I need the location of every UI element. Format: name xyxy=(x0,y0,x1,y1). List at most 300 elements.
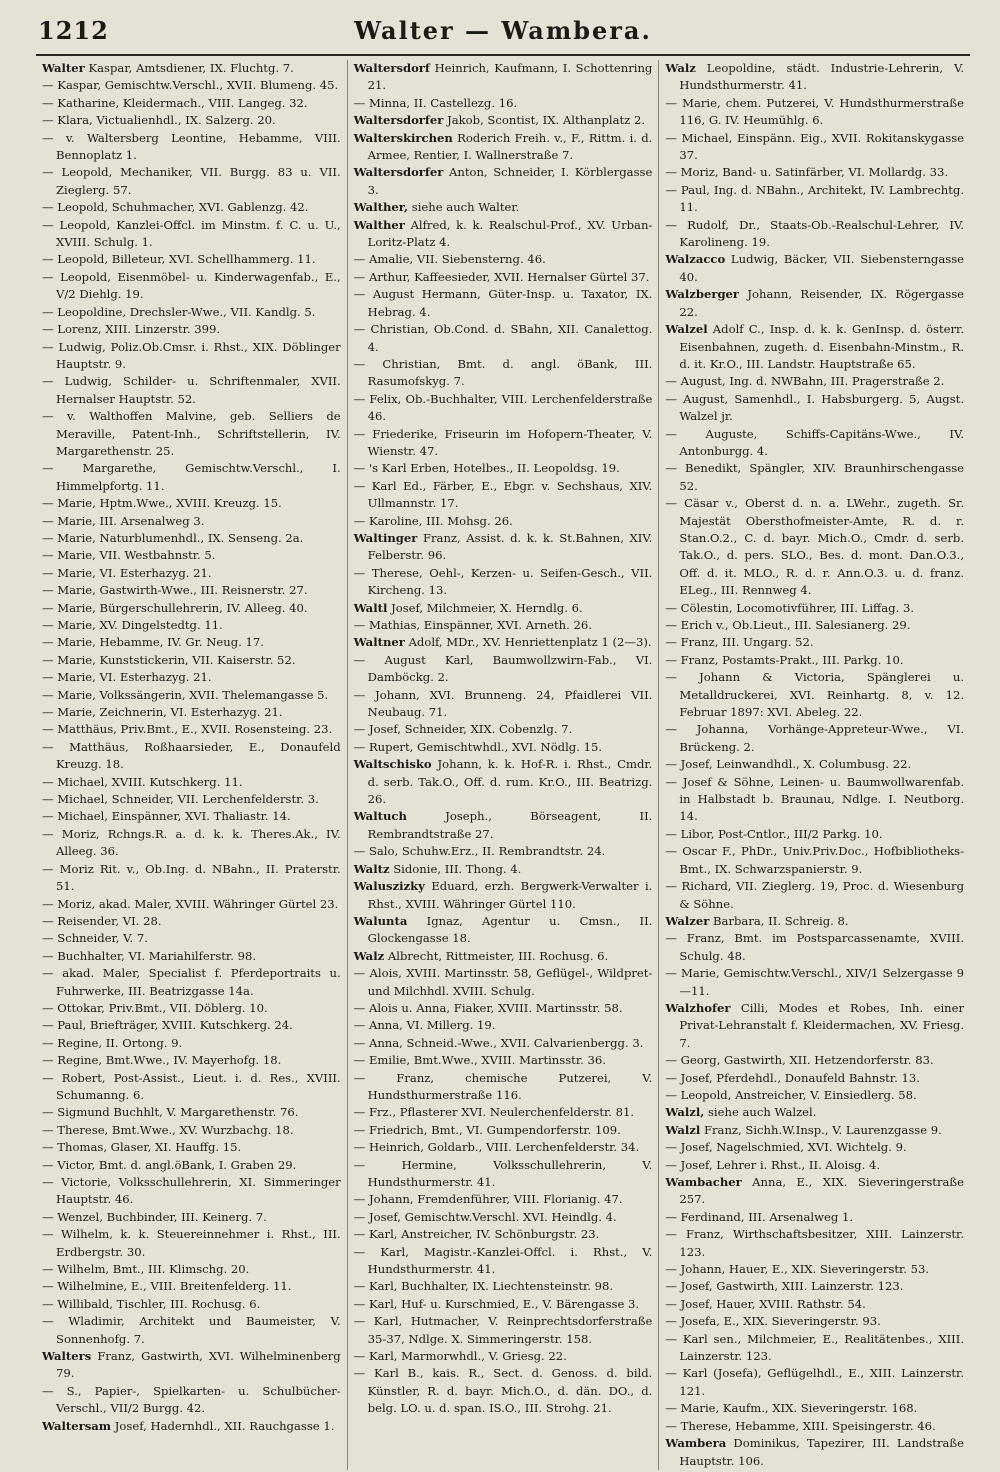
entry-surname: Walzacco xyxy=(665,252,726,267)
entry-details: — Frz., Pflasterer XVI. Neulerchenfelderstr. 81. xyxy=(353,1105,635,1120)
entry-details: — Robert, Post-Assist., Lieut. i. d. Res., XVIII. Schumanng. 6. xyxy=(42,1070,341,1102)
entry-details: — Christian, Bmt. d. angl. öBank, III. Rasumofskyg. 7. xyxy=(353,356,653,389)
directory-entry xyxy=(42,1296,341,1313)
entry-details: — Felix, Ob.-Buchhalter, VIII. Lerchenfelderstraße 46. xyxy=(353,391,653,424)
directory-entry xyxy=(42,1052,341,1069)
entry-details: — Lorenz, XIII. Linzerstr. 399. xyxy=(42,322,221,337)
entry-details: — Johann & Victoria, Spänglerei u. Metalldruckerei, XVI. Reinhartg. 8, v. 12. Februar 1897: XVI. Abeleg. 22. xyxy=(665,670,965,720)
entry-details: — Wladimir, Architekt und Baumeister, V. Sonnenhofg. 7. xyxy=(42,1314,341,1346)
entry-details: Roderich Freih. v., F., Rittm. i. d. Armee, Rentier, I. Wallnerstraße 7. xyxy=(367,130,653,163)
entry-details: Anna, E., XIX. Sieveringerstraße 257. xyxy=(679,1175,965,1207)
directory-entry xyxy=(354,286,653,321)
entry-details: — Michael, Schneider, VII. Lerchenfelderstr. 3. xyxy=(42,792,319,807)
directory-entry xyxy=(42,77,341,94)
entry-details: — Paul, Briefträger, XVIII. Kutschkerg. 24. xyxy=(42,1018,293,1033)
directory-entry xyxy=(354,130,653,165)
directory-entry xyxy=(354,1157,653,1192)
entry-details: — Marie, chem. Putzerei, V. Hundsthurmerstraße 116, G. IV. Heumühlg. 6. xyxy=(665,95,965,128)
entry-details: — Paul, Ing. d. NBahn., Architekt, IV. Lambrechtg. 11. xyxy=(665,182,965,215)
entry-details: — Richard, VII. Zieglerg. 19, Proc. d. Wiesenburg & Söhne. xyxy=(665,879,965,911)
directory-entry xyxy=(665,1052,964,1069)
entry-surname: Walterskirchen xyxy=(353,130,453,145)
entry-details: — Johann, Fremdenführer, VIII. Florianig. 47. xyxy=(353,1192,623,1207)
directory-entry xyxy=(665,878,964,913)
directory-entry xyxy=(354,1035,653,1052)
directory-entry xyxy=(665,617,964,634)
entry-details: — Margarethe, Gemischtw.Verschl., I. Himmelpfortg. 11. xyxy=(42,461,341,493)
entry-details: — Josef, Hauer, XVIII. Rathstr. 54. xyxy=(665,1296,866,1311)
entry-details: — Willibald, Tischler, III. Rochusg. 6. xyxy=(42,1296,261,1311)
directory-entry xyxy=(354,460,653,477)
directory-entry xyxy=(665,60,964,95)
entry-details: — Marie, VI. Esterhazyg. 21. xyxy=(42,565,212,580)
directory-entry xyxy=(665,1139,964,1156)
entry-details: — Amalie, VII. Siebensterng. 46. xyxy=(353,252,546,267)
directory-entry xyxy=(665,1278,964,1295)
entry-details: Franz, Gastwirth, XVI. Wilhelminenberg 79. xyxy=(56,1349,341,1381)
directory-entry xyxy=(42,60,341,77)
directory-entry xyxy=(42,965,341,1000)
entry-details: — Marie, XV. Dingelstedtg. 11. xyxy=(42,618,223,632)
directory-entry xyxy=(42,495,341,512)
directory-entry xyxy=(42,721,341,738)
entry-details: — Josef, Pferdehdl., Donaufeld Bahnstr. 13. xyxy=(665,1070,920,1085)
entry-details: — Josef, Nagelschmied, XVI. Wichtelg. 9. xyxy=(665,1140,907,1155)
directory-entry xyxy=(665,913,964,930)
entry-surname: Walz xyxy=(665,61,696,75)
directory-entry xyxy=(354,965,653,1000)
entry-details: — Moriz, akad. Maler, XVIII. Währinger Gürtel 23. xyxy=(42,896,339,911)
entry-surname: Waltl xyxy=(353,600,388,615)
directory-entry xyxy=(665,1226,964,1261)
directory-entry xyxy=(354,1244,653,1279)
directory-entry xyxy=(354,1348,653,1365)
page-title: Walter — Wambera. xyxy=(354,16,652,45)
directory-entry xyxy=(665,1122,964,1139)
directory-entry xyxy=(665,1365,964,1400)
directory-entry xyxy=(42,547,341,564)
entry-details: — Marie, Kunststickerin, VII. Kaiserstr. 52. xyxy=(42,652,296,667)
entry-details: — Hermine, Volksschullehrerin, V. Hundsthurmerstr. 41. xyxy=(353,1157,653,1189)
directory-entry xyxy=(354,321,653,356)
entry-surname: Waltersdorf xyxy=(353,61,430,75)
directory-entry xyxy=(665,930,964,965)
directory-entry xyxy=(354,1209,653,1226)
entry-details: — Wilhelm, Bmt., III. Klimschg. 20. xyxy=(42,1262,250,1277)
entry-details: — Victor, Bmt. d. angl.öBank, I. Graben 29. xyxy=(42,1157,297,1172)
directory-entry xyxy=(354,199,653,216)
entry-details: — Victorie, Volksschullehrerin, XI. Simmeringer Hauptstr. 46. xyxy=(42,1175,341,1207)
entry-details: Adolf C., Insp. d. k. k. GenInsp. d. österr. Eisenbahnen, zugeth. d. Eisenbahn-Minstm., R. d. it. Kr.O., III. Landstr. Hauptstraße 65. xyxy=(679,322,965,371)
entry-details: — Friedrich, Bmt., VI. Gumpendorferstr. 109. xyxy=(353,1122,621,1137)
directory-entry xyxy=(354,687,653,722)
entry-details: — August, Ing. d. NWBahn, III. Pragerstraße 2. xyxy=(665,374,945,389)
entry-details: — Ferdinand, III. Arsenalweg 1. xyxy=(665,1209,854,1224)
page-header xyxy=(36,14,970,56)
entry-details: — Buchhalter, VI. Mariahilferstr. 98. xyxy=(42,948,257,963)
entry-details: — Wilhelmine, E., VIII. Breitenfelderg. 11. xyxy=(42,1279,292,1294)
entry-details: — Ludwig, Schilder- u. Schriftenmaler, XVII. Hernalser Hauptstr. 52. xyxy=(42,374,341,406)
entry-details: — Josef, Schneider, XIX. Cobenzlg. 7. xyxy=(353,722,573,737)
directory-entry xyxy=(665,634,964,651)
entry-details: — Benedikt, Spängler, XIV. Braunhirschengasse 52. xyxy=(665,461,965,493)
entry-surname: Wambacher xyxy=(665,1175,742,1189)
entry-details: — Leopold, Mechaniker, VII. Burgg. 83 u. VII. Zieglerg. 57. xyxy=(42,165,341,197)
directory-entry xyxy=(665,774,964,826)
directory-entry xyxy=(354,426,653,461)
directory-entry xyxy=(665,321,964,373)
directory-entry xyxy=(42,1035,341,1052)
entry-details: — Arthur, Kaffeesieder, XVII. Hernalser Gürtel 37. xyxy=(353,269,650,284)
entry-details: Albrecht, Rittmeister, III. Rochusg. 6. xyxy=(387,948,609,963)
directory-entry xyxy=(665,721,964,756)
entry-details: — Marie, VII. Westbahnstr. 5. xyxy=(42,548,216,563)
entry-details: — Leopold, Kanzlei-Offcl. im Minstm. f. C. u. U., XVIII. Schulg. 1. xyxy=(42,217,341,250)
entry-surname: Wambera xyxy=(665,1436,727,1451)
entry-surname: Walters xyxy=(42,1349,92,1364)
directory-entry xyxy=(665,164,964,181)
entry-details: Leopoldine, städt. Industrie-Lehrerin, V. Hundsthurmerstr. 41. xyxy=(679,61,965,93)
entry-details: Johann, k. k. Hof-R. i. Rhst., Cmdr. d. serb. Tak.O., Off. d. rum. Kr.O., III. Beatrizg. 26. xyxy=(367,757,653,807)
entry-details: — Minna, II. Castellezg. 16. xyxy=(353,95,518,110)
directory-entry xyxy=(354,808,653,843)
entry-details: — Matthäus, Priv.Bmt., E., XVII. Rosensteing. 23. xyxy=(42,722,333,737)
entry-details: — Georg, Gastwirth, XII. Hetzendorferstr. 83. xyxy=(665,1053,934,1068)
entry-details: — Salo, Schuhw.Erz., II. Rembrandtstr. 24. xyxy=(353,844,606,859)
directory-entry xyxy=(665,1157,964,1174)
directory-entry xyxy=(354,164,653,199)
directory-entry xyxy=(42,1348,341,1383)
directory-entry xyxy=(665,1313,964,1330)
directory-entry xyxy=(665,182,964,217)
entry-details: Cilli, Modes et Robes, Inh. einer Privat-Lehranstalt f. Kleidermachen, XV. Friesg. 7. xyxy=(679,1000,965,1050)
directory-entry xyxy=(665,756,964,773)
directory-entry xyxy=(665,826,964,843)
entry-details: siehe auch Walzel. xyxy=(707,1105,817,1120)
entry-details: Dominikus, Tapezirer, III. Landstraße Hauptstr. 106. xyxy=(679,1436,965,1468)
entry-details: — August Hermann, Güter-Insp. u. Taxator, IX. Hebrag. 4. xyxy=(353,287,653,319)
entry-details: — Therese, Bmt.Wwe., XV. Wurzbachg. 18. xyxy=(42,1122,294,1137)
directory-entry xyxy=(42,199,341,216)
entry-details: Anton, Schneider, I. Körblergasse 3. xyxy=(367,165,653,197)
entry-surname: Waltinger xyxy=(353,530,418,545)
entry-details: Eduard, erzh. Bergwerk-Verwalter i. Rhst., XVIII. Währinger Gürtel 110. xyxy=(367,879,653,911)
entry-details: — Josef, Leinwandhdl., X. Columbusg. 22. xyxy=(665,757,912,772)
directory-entry xyxy=(354,95,653,112)
entry-details: — Ottokar, Priv.Bmt., VII. Döblerg. 10. xyxy=(42,1000,268,1015)
entry-details: — Leopoldine, Drechsler-Wwe., VII. Kandlg. 5. xyxy=(42,304,316,319)
entry-details: — Regine, Bmt.Wwe., IV. Mayerhofg. 18. xyxy=(42,1053,282,1068)
directory-entry xyxy=(665,1296,964,1313)
column-middle xyxy=(347,60,659,1470)
directory-entry xyxy=(354,721,653,738)
directory-entry xyxy=(665,1070,964,1087)
directory-entry xyxy=(665,373,964,390)
directory-entry xyxy=(42,582,341,599)
directory-entry xyxy=(42,913,341,930)
directory-entry xyxy=(42,1104,341,1121)
entry-details: — Cölestin, Locomotivführer, III. Liffag. 3. xyxy=(665,600,915,615)
directory-entry xyxy=(354,1278,653,1295)
directory-entry xyxy=(665,495,964,599)
directory-entry xyxy=(354,217,653,252)
entry-details: — Leopold, Eisenmöbel- u. Kinderwagenfab., E., V/2 Diehlg. 19. xyxy=(42,269,341,302)
directory-entry xyxy=(354,513,653,530)
entry-details: — Karoline, III. Mohsg. 26. xyxy=(353,513,513,528)
entry-details: — Karl, Anstreicher, IV. Schönburgstr. 23. xyxy=(353,1227,600,1242)
entry-details: — Oscar F., PhDr., Univ.Priv.Doc., Hofbibliotheks-Bmt., IX. Schwarzspanierstr. 9. xyxy=(665,844,965,876)
directory-entry xyxy=(42,408,341,460)
directory-entry xyxy=(42,1174,341,1209)
directory-entry xyxy=(354,617,653,634)
directory-entry xyxy=(354,1191,653,1208)
directory-entry xyxy=(665,843,964,878)
entry-details: — August Karl, Baumwollzwirn-Fab., VI. Damböckg. 2. xyxy=(353,652,653,685)
entry-details: — v. Walthoffen Malvine, geb. Selliers de Meraville, Patent-Inh., Schriftstellerin, IV. Margarethenstr. 25. xyxy=(42,409,341,458)
directory-entry xyxy=(665,1209,964,1226)
directory-entry xyxy=(665,391,964,426)
directory-entry xyxy=(354,530,653,565)
entry-details: Josef, Hadernhdl., XII. Rauchgasse 1. xyxy=(114,1418,335,1433)
directory-entry xyxy=(665,251,964,286)
directory-entry xyxy=(42,130,341,165)
entry-details: — Regine, II. Ortong. 9. xyxy=(42,1035,183,1050)
directory-entry xyxy=(42,269,341,304)
entry-surname: Walther, xyxy=(353,200,409,215)
directory-entry xyxy=(665,130,964,165)
entry-surname: Waltner xyxy=(353,635,405,650)
entry-details: Sidonie, III. Thong. 4. xyxy=(393,861,522,876)
entry-details: — Friederike, Friseurin im Hofopern-Theater, V. Wienstr. 47. xyxy=(353,426,653,458)
directory-entry xyxy=(354,251,653,268)
directory-entry xyxy=(665,1104,964,1121)
entry-details: — Ludwig, Poliz.Ob.Cmsr. i. Rhst., XIX. Döblinger Hauptstr. 9. xyxy=(42,339,341,371)
entry-details: — Klara, Victualienhdl., IX. Salzerg. 20. xyxy=(42,113,276,128)
entry-details: — Johanna, Vorhänge-Appreteur-Wwe., VI. Brückeng. 2. xyxy=(665,722,965,754)
directory-entry xyxy=(665,426,964,461)
entry-details: siehe auch Walter. xyxy=(411,200,520,215)
entry-details: — Marie, VI. Esterhazyg. 21. xyxy=(42,670,212,685)
entry-details: — Karl, Huf- u. Kurschmied, E., V. Bärengasse 3. xyxy=(353,1296,640,1311)
entry-surname: Waltuch xyxy=(353,809,407,824)
entry-details: — v. Waltersberg Leontine, Hebamme, VIII. Bennoplatz 1. xyxy=(42,130,341,163)
entry-details: Ludwig, Bäcker, VII. Siebensterngasse 40. xyxy=(679,252,965,284)
directory-columns xyxy=(36,60,970,1470)
entry-details: Johann, Reisender, IX. Rögergasse 22. xyxy=(679,287,965,319)
entry-details: — Christian, Ob.Cond. d. SBahn, XII. Canalettog. 4. xyxy=(353,322,653,354)
directory-entry xyxy=(354,356,653,391)
directory-entry xyxy=(42,634,341,651)
entry-details: — Sigmund Buchhlt, V. Margarethenstr. 76. xyxy=(42,1105,299,1120)
directory-entry xyxy=(42,217,341,252)
entry-details: — Karl, Buchhalter, IX. Liechtensteinstr. 98. xyxy=(353,1279,614,1294)
entry-details: — Karl B., kais. R., Sect. d. Genoss. d. bild. Künstler, R. d. bayr. Mich.O., d. dän. DO., d. belg. LO. u. d. span. IS.O., III. Strohg. 21. xyxy=(353,1366,653,1416)
directory-entry xyxy=(42,373,341,408)
directory-entry xyxy=(665,217,964,252)
entry-details: — Therese, Hebamme, XIII. Speisingerstr. 46. xyxy=(665,1418,936,1433)
entry-details: — Moriz Rit. v., Ob.Ing. d. NBahn., II. Praterstr. 51. xyxy=(42,861,341,894)
entry-details: — Josefa, E., XIX. Sieveringerstr. 93. xyxy=(665,1314,881,1329)
entry-details: — Marie, Naturblumenhdl., IX. Senseng. 2a. xyxy=(42,530,304,545)
entry-details: Josef, Milchmeier, X. Herndlg. 6. xyxy=(391,600,583,615)
entry-details: — Franz, chemische Putzerei, V. Hundsthurmerstraße 116. xyxy=(353,1070,653,1102)
directory-entry xyxy=(42,530,341,547)
entry-surname: Walther xyxy=(353,217,405,232)
entry-details: — Josef, Gemischtw.Verschl. XVI. Heindlg. 4. xyxy=(353,1209,617,1224)
entry-surname: Waluszizky xyxy=(353,879,425,894)
entry-details: Heinrich, Kaufmann, I. Schottenring 21. xyxy=(367,61,653,93)
entry-details: Alfred, k. k. Realschul-Prof., XV. Urban-Loritz-Platz 4. xyxy=(367,217,653,250)
entry-details: Jakob, Scontist, IX. Althanplatz 2. xyxy=(447,113,646,128)
column-right xyxy=(658,60,970,1470)
entry-surname: Waltersdorfer xyxy=(353,165,444,180)
entry-details: — Marie, Hptm.Wwe., XVIII. Kreuzg. 15. xyxy=(42,496,282,511)
directory-entry xyxy=(354,269,653,286)
directory-entry xyxy=(665,460,964,495)
directory-entry xyxy=(42,513,341,530)
directory-entry xyxy=(354,1365,653,1417)
directory-entry xyxy=(665,1435,964,1470)
entry-details: — Matthäus, Roßhaarsieder, E., Donaufeld Kreuzg. 18. xyxy=(42,739,341,772)
entry-surname: Walz xyxy=(353,948,385,963)
directory-entry xyxy=(42,1383,341,1418)
entry-details: — Franz, III. Ungarg. 52. xyxy=(665,635,814,650)
directory-entry xyxy=(665,95,964,130)
entry-details: Kaspar, Amtsdiener, IX. Fluchtg. 7. xyxy=(88,61,294,75)
directory-entry xyxy=(354,1313,653,1348)
directory-entry xyxy=(665,1087,964,1104)
entry-details: — Cäsar v., Oberst d. n. a. LWehr., zugeth. Sr. Majestät Obersthofmeister-Amte, R. d. r. Stan.O.2., C. d. bayr. Mich.O., Cmdr. d. serb. Tak.O., d. pers. SLO., Bes. d. mont. Dan.O.3., Off. d. it. MLO., R. d. r. Ann.O.3. u. d. franz. ELeg., III. Rennweg 4. xyxy=(665,496,965,598)
directory-entry xyxy=(42,339,341,374)
directory-entry xyxy=(354,652,653,687)
directory-entry xyxy=(42,1209,341,1226)
entry-details: — Alois u. Anna, Fiaker, XVIII. Martinsstr. 58. xyxy=(353,1000,623,1015)
entry-details: — Heinrich, Goldarb., VIII. Lerchenfelderstr. 34. xyxy=(353,1140,640,1155)
directory-entry xyxy=(354,1226,653,1243)
directory-entry xyxy=(42,791,341,808)
directory-entry xyxy=(665,1174,964,1209)
directory-entry xyxy=(665,1331,964,1366)
directory-entry xyxy=(42,861,341,896)
directory-entry xyxy=(42,1418,341,1435)
directory-entry xyxy=(354,1070,653,1105)
directory-entry xyxy=(42,460,341,495)
entry-details: — Josef, Gastwirth, XIII. Lainzerstr. 123. xyxy=(665,1279,904,1294)
entry-details: — Karl sen., Milchmeier, E., Realitätenbes., XIII. Lainzerstr. 123. xyxy=(665,1331,965,1364)
directory-entry xyxy=(42,95,341,112)
directory-entry xyxy=(354,565,653,600)
entry-details: — Mathias, Einspänner, XVI. Arneth. 26. xyxy=(353,618,592,632)
entry-details: — Marie, Bürgerschullehrerin, IV. Alleeg. 40. xyxy=(42,600,308,615)
entry-details: — Erich v., Ob.Lieut., III. Salesianerg. 29. xyxy=(665,618,911,632)
entry-details: — Marie, III. Arsenalweg 3. xyxy=(42,513,205,528)
directory-entry xyxy=(354,60,653,95)
entry-details: — Josef, Lehrer i. Rhst., II. Aloisg. 4. xyxy=(665,1157,881,1172)
entry-details: — Michael, XVIII. Kutschkerg. 11. xyxy=(42,774,243,789)
entry-details: — Moriz, Rchngs.R. a. d. k. k. Theres.Ak., IV. Alleeg. 36. xyxy=(42,826,341,859)
directory-entry xyxy=(354,112,653,129)
directory-entry xyxy=(665,965,964,1000)
entry-details: — Kaspar, Gemischtw.Verschl., XVII. Blumeng. 45. xyxy=(42,78,339,93)
entry-details: — Franz, Bmt. im Postsparcassenamte, XVIII. Schulg. 48. xyxy=(665,931,965,963)
directory-entry xyxy=(42,896,341,913)
directory-entry xyxy=(354,878,653,913)
directory-entry xyxy=(42,1226,341,1261)
directory-entry xyxy=(42,739,341,774)
directory-entry xyxy=(354,756,653,808)
directory-entry xyxy=(42,774,341,791)
entry-details: — Josef & Söhne, Leinen- u. Baumwollwarenfab. in Halbstadt b. Braunau, Ndlge. I. Neutborg. 14. xyxy=(665,774,965,824)
directory-entry xyxy=(665,652,964,669)
directory-entry xyxy=(354,600,653,617)
directory-entry xyxy=(354,1296,653,1313)
directory-entry xyxy=(665,1261,964,1278)
entry-details: — Karl, Magistr.-Kanzlei-Offcl. i. Rhst., V. Hundsthurmerstr. 41. xyxy=(353,1244,653,1277)
entry-surname: Walter xyxy=(42,61,85,75)
entry-surname: Walzl xyxy=(665,1122,701,1137)
entry-details: — Karl (Josefa), Geflügelhdl., E., XIII. Lainzerstr. 121. xyxy=(665,1366,965,1398)
directory-entry xyxy=(42,1139,341,1156)
entry-surname: Waltersdorfer xyxy=(353,113,444,128)
directory-entry xyxy=(665,1000,964,1052)
entry-details: Barbara, II. Schreig. 8. xyxy=(713,913,849,928)
entry-surname: Walunta xyxy=(353,913,408,928)
entry-details: — Karl, Hutmacher, V. Reinprechtsdorferstraße 35-37, Ndlge. X. Simmeringerstr. 158. xyxy=(353,1314,653,1346)
entry-details: Ignaz, Agentur u. Cmsn., II. Glockengasse 18. xyxy=(367,913,653,946)
entry-details: — Wenzel, Buchbinder, III. Keinerg. 7. xyxy=(42,1209,267,1224)
directory-entry xyxy=(42,930,341,947)
entry-surname: Walzberger xyxy=(665,287,740,302)
directory-entry xyxy=(665,1418,964,1435)
entry-surname: Walzhofer xyxy=(665,1000,731,1015)
directory-entry xyxy=(354,1104,653,1121)
directory-entry xyxy=(354,739,653,756)
directory-entry xyxy=(42,1278,341,1295)
entry-details: Joseph., Börseagent, II. Rembrandtstraße 27. xyxy=(367,809,653,841)
directory-entry xyxy=(42,1157,341,1174)
entry-details: — Katharine, Kleidermach., VIII. Langeg. 32. xyxy=(42,95,308,110)
directory-entry xyxy=(42,600,341,617)
directory-entry xyxy=(42,808,341,825)
entry-details: Franz, Assist. d. k. k. St.Bahnen, XIV. Felberstr. 96. xyxy=(367,530,653,563)
directory-entry xyxy=(42,1070,341,1105)
column-left xyxy=(36,60,347,1470)
entry-details: — S., Papier-, Spielkarten- u. Schulbücher-Verschl., VII/2 Burgg. 42. xyxy=(42,1383,341,1416)
directory-entry xyxy=(42,251,341,268)
entry-details: — Anna, VI. Millerg. 19. xyxy=(353,1018,496,1033)
directory-entry xyxy=(42,321,341,338)
entry-details: — August, Samenhdl., I. Habsburgerg. 5, Augst. Walzel jr. xyxy=(665,391,965,424)
directory-entry xyxy=(42,826,341,861)
directory-entry xyxy=(42,617,341,634)
entry-surname: Walzl, xyxy=(665,1105,705,1120)
entry-details: — Marie, Gemischtw.Verschl., XIV/1 Selzergasse 9—11. xyxy=(665,966,965,998)
directory-entry xyxy=(354,861,653,878)
entry-surname: Waltz xyxy=(353,861,390,876)
entry-surname: Waltersam xyxy=(42,1418,112,1433)
directory-entry xyxy=(665,1400,964,1417)
entry-details: — Marie, Gastwirth-Wwe., III. Reisnerstr. 27. xyxy=(42,583,308,598)
directory-entry xyxy=(42,652,341,669)
directory-entry xyxy=(354,1139,653,1156)
entry-details: — Karl, Marmorwhdl., V. Griesg. 22. xyxy=(353,1349,567,1364)
entry-details: — Auguste, Schiffs-Capitäns-Wwe., IV. Antonburgg. 4. xyxy=(665,426,965,458)
directory-entry xyxy=(354,478,653,513)
directory-entry xyxy=(354,948,653,965)
directory-entry xyxy=(42,687,341,704)
entry-details: — Johann, XVI. Brunneng. 24, Pfaidlerei VII. Neubaug. 71. xyxy=(353,687,653,720)
directory-entry xyxy=(42,948,341,965)
